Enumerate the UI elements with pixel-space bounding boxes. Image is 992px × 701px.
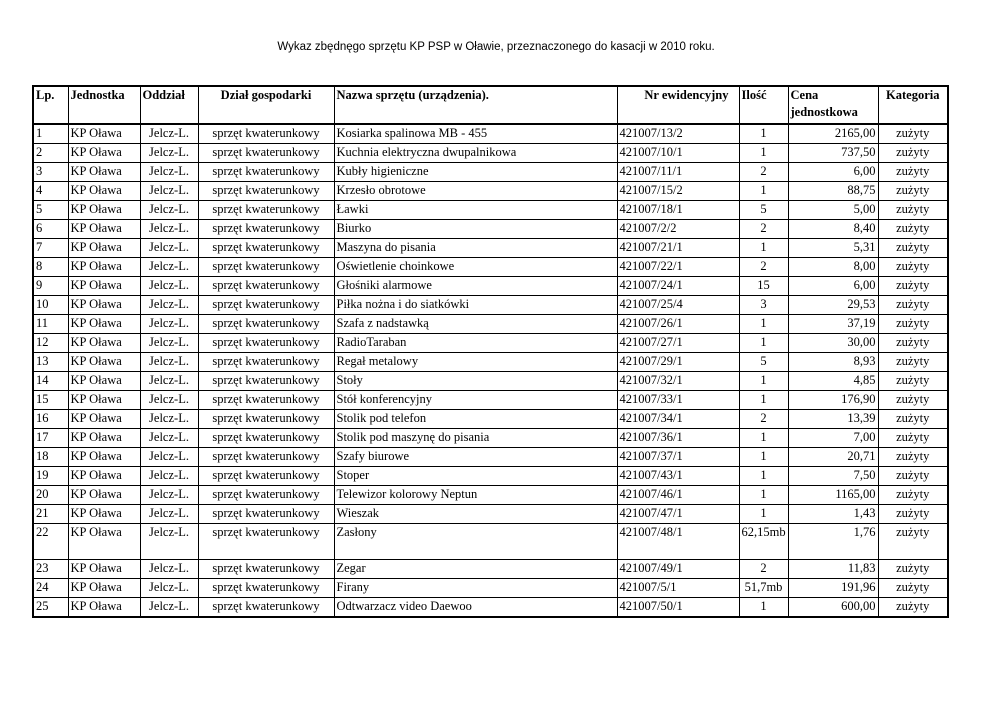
cell-lp: 7 [33, 239, 68, 258]
cell-ilosc: 15 [739, 277, 788, 296]
cell-oddzial: Jelcz-L. [140, 429, 198, 448]
cell-oddzial: Jelcz-L. [140, 467, 198, 486]
cell-nr: 421007/32/1 [617, 372, 739, 391]
cell-nr: 421007/15/2 [617, 182, 739, 201]
table-row [33, 277, 948, 296]
table-row [33, 258, 948, 277]
cell-dzial: sprzęt kwaterunkowy [198, 315, 334, 334]
cell-nr: 421007/27/1 [617, 334, 739, 353]
cell-dzial: sprzęt kwaterunkowy [198, 410, 334, 429]
cell-lp: 17 [33, 429, 68, 448]
cell-jednostka: KP Oława [68, 467, 140, 486]
cell-lp: 22 [33, 524, 68, 560]
cell-lp: 2 [33, 144, 68, 163]
cell-cena: 30,00 [788, 334, 878, 353]
table-row [33, 391, 948, 410]
cell-jednostka: KP Oława [68, 391, 140, 410]
cell-nr: 421007/11/1 [617, 163, 739, 182]
table-row [33, 598, 948, 618]
cell-dzial: sprzęt kwaterunkowy [198, 505, 334, 524]
cell-nr: 421007/50/1 [617, 598, 739, 618]
cell-jednostka: KP Oława [68, 239, 140, 258]
cell-kategoria: zużyty [878, 372, 948, 391]
cell-kategoria: zużyty [878, 579, 948, 598]
cell-cena: 37,19 [788, 315, 878, 334]
cell-jednostka: KP Oława [68, 429, 140, 448]
cell-cena: 29,53 [788, 296, 878, 315]
table-row [33, 579, 948, 598]
cell-oddzial: Jelcz-L. [140, 182, 198, 201]
cell-nr: 421007/25/4 [617, 296, 739, 315]
cell-ilosc: 1 [739, 448, 788, 467]
cell-kategoria: zużyty [878, 182, 948, 201]
cell-ilosc: 1 [739, 239, 788, 258]
cell-oddzial: Jelcz-L. [140, 410, 198, 429]
table-row [33, 182, 948, 201]
cell-jednostka: KP Oława [68, 579, 140, 598]
cell-ilosc: 3 [739, 296, 788, 315]
cell-jednostka: KP Oława [68, 410, 140, 429]
cell-lp: 23 [33, 560, 68, 579]
cell-nazwa: Kuchnia elektryczna dwupalnikowa [334, 144, 617, 163]
cell-oddzial: Jelcz-L. [140, 315, 198, 334]
cell-cena: 8,00 [788, 258, 878, 277]
cell-lp: 19 [33, 467, 68, 486]
table-row [33, 505, 948, 524]
cell-nazwa: Zasłony [334, 524, 617, 560]
cell-dzial: sprzęt kwaterunkowy [198, 467, 334, 486]
cell-kategoria: zużyty [878, 410, 948, 429]
column-header-nazwa: Nazwa sprzętu (urządzenia). [334, 86, 617, 124]
cell-dzial: sprzęt kwaterunkowy [198, 448, 334, 467]
cell-jednostka: KP Oława [68, 124, 140, 144]
cell-dzial: sprzęt kwaterunkowy [198, 391, 334, 410]
cell-dzial: sprzęt kwaterunkowy [198, 560, 334, 579]
cell-kategoria: zużyty [878, 220, 948, 239]
cell-nr: 421007/5/1 [617, 579, 739, 598]
cell-jednostka: KP Oława [68, 220, 140, 239]
table-row [33, 560, 948, 579]
column-header-cena: Cena jednostkowa [788, 86, 878, 124]
cell-kategoria: zużyty [878, 486, 948, 505]
cell-jednostka: KP Oława [68, 448, 140, 467]
cell-nazwa: Wieszak [334, 505, 617, 524]
cell-lp: 8 [33, 258, 68, 277]
cell-nr: 421007/36/1 [617, 429, 739, 448]
cell-nr: 421007/24/1 [617, 277, 739, 296]
cell-ilosc: 1 [739, 467, 788, 486]
cell-oddzial: Jelcz-L. [140, 220, 198, 239]
cell-ilosc: 1 [739, 124, 788, 144]
cell-ilosc: 5 [739, 353, 788, 372]
column-header-ilosc: Ilość [739, 86, 788, 124]
cell-cena: 191,96 [788, 579, 878, 598]
cell-kategoria: zużyty [878, 315, 948, 334]
cell-dzial: sprzęt kwaterunkowy [198, 163, 334, 182]
cell-nazwa: Stoper [334, 467, 617, 486]
cell-nazwa: Stoły [334, 372, 617, 391]
cell-jednostka: KP Oława [68, 163, 140, 182]
cell-lp: 1 [33, 124, 68, 144]
cell-jednostka: KP Oława [68, 277, 140, 296]
cell-jednostka: KP Oława [68, 524, 140, 560]
cell-nr: 421007/13/2 [617, 124, 739, 144]
cell-nr: 421007/26/1 [617, 315, 739, 334]
cell-nr: 421007/10/1 [617, 144, 739, 163]
cell-oddzial: Jelcz-L. [140, 124, 198, 144]
cell-nazwa: Krzesło obrotowe [334, 182, 617, 201]
cell-dzial: sprzęt kwaterunkowy [198, 486, 334, 505]
table-row [33, 486, 948, 505]
cell-dzial: sprzęt kwaterunkowy [198, 579, 334, 598]
table-row [33, 334, 948, 353]
cell-ilosc: 1 [739, 505, 788, 524]
cell-lp: 12 [33, 334, 68, 353]
table-row [33, 163, 948, 182]
table-row [33, 144, 948, 163]
cell-jednostka: KP Oława [68, 334, 140, 353]
cell-cena: 13,39 [788, 410, 878, 429]
cell-nr: 421007/47/1 [617, 505, 739, 524]
cell-cena: 4,85 [788, 372, 878, 391]
cell-dzial: sprzęt kwaterunkowy [198, 239, 334, 258]
cell-dzial: sprzęt kwaterunkowy [198, 277, 334, 296]
cell-oddzial: Jelcz-L. [140, 486, 198, 505]
cell-nr: 421007/46/1 [617, 486, 739, 505]
cell-lp: 18 [33, 448, 68, 467]
cell-oddzial: Jelcz-L. [140, 391, 198, 410]
cell-cena: 737,50 [788, 144, 878, 163]
cell-oddzial: Jelcz-L. [140, 258, 198, 277]
table-header-row [33, 86, 948, 124]
cell-nr: 421007/43/1 [617, 467, 739, 486]
cell-oddzial: Jelcz-L. [140, 334, 198, 353]
cell-cena: 1,76 [788, 524, 878, 560]
cell-nazwa: Odtwarzacz video Daewoo [334, 598, 617, 618]
cell-oddzial: Jelcz-L. [140, 448, 198, 467]
cell-oddzial: Jelcz-L. [140, 201, 198, 220]
cell-cena: 5,00 [788, 201, 878, 220]
table-row [33, 429, 948, 448]
cell-nazwa: Zegar [334, 560, 617, 579]
cell-nazwa: Biurko [334, 220, 617, 239]
cell-cena: 1,43 [788, 505, 878, 524]
cell-kategoria: zużyty [878, 296, 948, 315]
cell-nazwa: Firany [334, 579, 617, 598]
cell-nazwa: Głośniki alarmowe [334, 277, 617, 296]
cell-lp: 21 [33, 505, 68, 524]
cell-nazwa: Szafa z nadstawką [334, 315, 617, 334]
cell-nr: 421007/48/1 [617, 524, 739, 560]
cell-cena: 8,93 [788, 353, 878, 372]
table-row [33, 220, 948, 239]
cell-lp: 5 [33, 201, 68, 220]
cell-dzial: sprzęt kwaterunkowy [198, 524, 334, 560]
cell-ilosc: 2 [739, 410, 788, 429]
column-header-jednostka: Jednostka [68, 86, 140, 124]
cell-ilosc: 1 [739, 429, 788, 448]
cell-dzial: sprzęt kwaterunkowy [198, 258, 334, 277]
cell-ilosc: 2 [739, 258, 788, 277]
cell-dzial: sprzęt kwaterunkowy [198, 429, 334, 448]
cell-kategoria: zużyty [878, 391, 948, 410]
cell-kategoria: zużyty [878, 258, 948, 277]
cell-nazwa: Regał metalowy [334, 353, 617, 372]
cell-nazwa: Oświetlenie choinkowe [334, 258, 617, 277]
cell-jednostka: KP Oława [68, 296, 140, 315]
cell-ilosc: 1 [739, 486, 788, 505]
cell-nazwa: Piłka nożna i do siatkówki [334, 296, 617, 315]
cell-kategoria: zużyty [878, 144, 948, 163]
table-row [33, 315, 948, 334]
table-row [33, 467, 948, 486]
cell-lp: 11 [33, 315, 68, 334]
cell-ilosc: 1 [739, 144, 788, 163]
cell-dzial: sprzęt kwaterunkowy [198, 372, 334, 391]
cell-oddzial: Jelcz-L. [140, 598, 198, 618]
cell-nazwa: Stolik pod telefon [334, 410, 617, 429]
cell-lp: 3 [33, 163, 68, 182]
cell-cena: 176,90 [788, 391, 878, 410]
table-row [33, 201, 948, 220]
cell-nr: 421007/18/1 [617, 201, 739, 220]
cell-ilosc: 1 [739, 315, 788, 334]
cell-nr: 421007/21/1 [617, 239, 739, 258]
cell-oddzial: Jelcz-L. [140, 144, 198, 163]
cell-ilosc: 1 [739, 182, 788, 201]
cell-jednostka: KP Oława [68, 372, 140, 391]
cell-kategoria: zużyty [878, 448, 948, 467]
cell-nazwa: Ławki [334, 201, 617, 220]
cell-jednostka: KP Oława [68, 258, 140, 277]
cell-ilosc: 1 [739, 598, 788, 618]
cell-dzial: sprzęt kwaterunkowy [198, 353, 334, 372]
cell-kategoria: zużyty [878, 277, 948, 296]
cell-nazwa: Kubły higieniczne [334, 163, 617, 182]
cell-jednostka: KP Oława [68, 353, 140, 372]
cell-nr: 421007/37/1 [617, 448, 739, 467]
cell-kategoria: zużyty [878, 353, 948, 372]
cell-nazwa: Kosiarka spalinowa MB - 455 [334, 124, 617, 144]
cell-dzial: sprzęt kwaterunkowy [198, 296, 334, 315]
cell-ilosc: 2 [739, 220, 788, 239]
cell-kategoria: zużyty [878, 201, 948, 220]
cell-nazwa: Stolik pod maszynę do pisania [334, 429, 617, 448]
cell-lp: 15 [33, 391, 68, 410]
table-row [33, 353, 948, 372]
column-header-dzial: Dział gospodarki [198, 86, 334, 124]
cell-oddzial: Jelcz-L. [140, 579, 198, 598]
cell-lp: 25 [33, 598, 68, 618]
cell-jednostka: KP Oława [68, 144, 140, 163]
table-row [33, 124, 948, 144]
cell-oddzial: Jelcz-L. [140, 163, 198, 182]
cell-nazwa: RadioTaraban [334, 334, 617, 353]
cell-kategoria: zużyty [878, 429, 948, 448]
cell-nazwa: Telewizor kolorowy Neptun [334, 486, 617, 505]
cell-kategoria: zużyty [878, 239, 948, 258]
cell-nr: 421007/2/2 [617, 220, 739, 239]
cell-jednostka: KP Oława [68, 560, 140, 579]
cell-jednostka: KP Oława [68, 201, 140, 220]
cell-ilosc: 1 [739, 391, 788, 410]
cell-nr: 421007/33/1 [617, 391, 739, 410]
cell-cena: 11,83 [788, 560, 878, 579]
cell-ilosc: 5 [739, 201, 788, 220]
cell-dzial: sprzęt kwaterunkowy [198, 334, 334, 353]
cell-nazwa: Szafy biurowe [334, 448, 617, 467]
cell-oddzial: Jelcz-L. [140, 560, 198, 579]
table-row [33, 372, 948, 391]
cell-oddzial: Jelcz-L. [140, 239, 198, 258]
cell-ilosc: 2 [739, 560, 788, 579]
cell-cena: 88,75 [788, 182, 878, 201]
table-row [33, 239, 948, 258]
table-row [33, 296, 948, 315]
cell-kategoria: zużyty [878, 124, 948, 144]
cell-cena: 6,00 [788, 163, 878, 182]
cell-lp: 9 [33, 277, 68, 296]
cell-lp: 14 [33, 372, 68, 391]
column-header-lp: Lp. [33, 86, 68, 124]
cell-nr: 421007/34/1 [617, 410, 739, 429]
cell-dzial: sprzęt kwaterunkowy [198, 124, 334, 144]
equipment-table [32, 85, 949, 618]
cell-cena: 7,00 [788, 429, 878, 448]
cell-nr: 421007/22/1 [617, 258, 739, 277]
cell-ilosc: 51,7mb [739, 579, 788, 598]
cell-lp: 16 [33, 410, 68, 429]
cell-ilosc: 1 [739, 372, 788, 391]
cell-nazwa: Maszyna do pisania [334, 239, 617, 258]
cell-lp: 10 [33, 296, 68, 315]
cell-oddzial: Jelcz-L. [140, 524, 198, 560]
cell-lp: 24 [33, 579, 68, 598]
cell-cena: 600,00 [788, 598, 878, 618]
cell-nr: 421007/49/1 [617, 560, 739, 579]
cell-kategoria: zużyty [878, 524, 948, 560]
cell-cena: 8,40 [788, 220, 878, 239]
cell-oddzial: Jelcz-L. [140, 296, 198, 315]
cell-jednostka: KP Oława [68, 315, 140, 334]
cell-oddzial: Jelcz-L. [140, 372, 198, 391]
table-row [33, 524, 948, 560]
cell-kategoria: zużyty [878, 334, 948, 353]
cell-ilosc: 2 [739, 163, 788, 182]
document-title: Wykaz zbędnęgo sprzętu KP PSP w Oławie, przeznaczonego do kasacji w 2010 roku. [277, 41, 715, 53]
table-row [33, 448, 948, 467]
cell-dzial: sprzęt kwaterunkowy [198, 182, 334, 201]
cell-kategoria: zużyty [878, 505, 948, 524]
cell-dzial: sprzęt kwaterunkowy [198, 220, 334, 239]
cell-lp: 4 [33, 182, 68, 201]
cell-cena: 20,71 [788, 448, 878, 467]
cell-cena: 1165,00 [788, 486, 878, 505]
cell-oddzial: Jelcz-L. [140, 505, 198, 524]
cell-nazwa: Stół konferencyjny [334, 391, 617, 410]
cell-lp: 6 [33, 220, 68, 239]
cell-jednostka: KP Oława [68, 598, 140, 618]
cell-lp: 20 [33, 486, 68, 505]
cell-kategoria: zużyty [878, 560, 948, 579]
cell-cena: 7,50 [788, 467, 878, 486]
cell-kategoria: zużyty [878, 598, 948, 618]
cell-dzial: sprzęt kwaterunkowy [198, 144, 334, 163]
cell-cena: 5,31 [788, 239, 878, 258]
cell-dzial: sprzęt kwaterunkowy [198, 201, 334, 220]
column-header-oddzial: Oddział [140, 86, 198, 124]
cell-nr: 421007/29/1 [617, 353, 739, 372]
cell-cena: 6,00 [788, 277, 878, 296]
cell-dzial: sprzęt kwaterunkowy [198, 598, 334, 618]
cell-jednostka: KP Oława [68, 182, 140, 201]
cell-ilosc: 62,15mb [739, 524, 788, 560]
cell-ilosc: 1 [739, 334, 788, 353]
cell-kategoria: zużyty [878, 467, 948, 486]
cell-cena: 2165,00 [788, 124, 878, 144]
table-row [33, 410, 948, 429]
column-header-kategoria: Kategoria [878, 86, 948, 124]
cell-jednostka: KP Oława [68, 486, 140, 505]
cell-oddzial: Jelcz-L. [140, 353, 198, 372]
cell-oddzial: Jelcz-L. [140, 277, 198, 296]
cell-kategoria: zużyty [878, 163, 948, 182]
cell-lp: 13 [33, 353, 68, 372]
column-header-nr: Nr ewidencyjny [617, 86, 739, 124]
cell-jednostka: KP Oława [68, 505, 140, 524]
